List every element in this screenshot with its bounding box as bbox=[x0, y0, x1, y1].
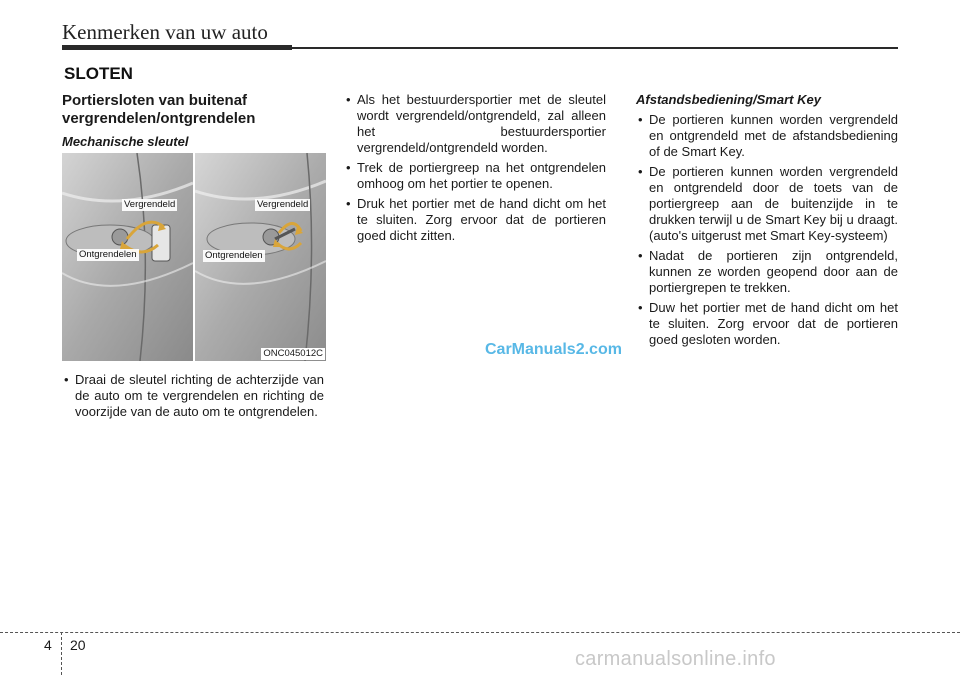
column-right bbox=[636, 92, 898, 352]
column-middle bbox=[344, 92, 606, 248]
label-locked-left: Vergrendeld bbox=[124, 199, 176, 210]
door-handle-photo-right bbox=[195, 153, 326, 361]
list-item: • Duw het portier met de hand dicht om het te sluiten. Zorg ervoor dat de portieren goed gesloten worden. bbox=[636, 300, 898, 348]
door-lock-illustration bbox=[62, 153, 326, 361]
header-rule bbox=[292, 47, 898, 49]
column-left bbox=[62, 92, 324, 160]
topic-subheading: Mechanische sleutel bbox=[62, 134, 189, 149]
list-item: • De portieren kunnen worden vergrendeld en ontgrendeld met de afstandsbediening of de Smart Key. bbox=[636, 112, 898, 160]
list-item: • Nadat de portieren zijn ontgrendeld, kunnen ze worden geopend door aan de portiergrepen te trekken. bbox=[636, 248, 898, 296]
footer-divider bbox=[0, 632, 960, 633]
figure-code: ONC045012C bbox=[263, 348, 323, 359]
label-unlock-right: Ontgrendelen bbox=[205, 250, 263, 261]
header-bar bbox=[62, 45, 292, 50]
section-title: SLOTEN bbox=[64, 64, 133, 83]
column-left-bullets bbox=[62, 372, 324, 424]
door-handle-photo-left bbox=[62, 153, 193, 361]
list-item: • De portieren kunnen worden vergrendeld en ontgrendeld door de toets van de portiergreep aan de buitenzijde in te drukken terwijl u de Smart Key bij u draagt. (auto's uitgerust met Smart Key-systeem) bbox=[636, 164, 898, 244]
list-item: • Trek de portiergreep na het ontgrendelen omhoog om het portier te openen. bbox=[344, 160, 606, 192]
remote-subheading: Afstandsbediening/Smart Key bbox=[636, 92, 821, 107]
footer-site-watermark: carmanualsonline.info bbox=[575, 648, 776, 670]
footer-separator bbox=[61, 632, 62, 675]
list-item: • Druk het portier met de hand dicht om het te sluiten. Zorg ervoor dat de portieren goed dicht zitten. bbox=[344, 196, 606, 244]
watermark: CarManuals2.com bbox=[485, 341, 622, 358]
list-item: • Als het bestuurdersportier met de sleutel wordt vergrendeld/ontgrendeld, zal alleen het bestuurdersportier vergrendeld/ontgrendeld worden. bbox=[344, 92, 606, 156]
chapter-number: 4 bbox=[44, 637, 52, 653]
list-item: • Draai de sleutel richting de achterzijde van de auto om te vergrendelen en richting de voorzijde van de auto om te ontgrendelen. bbox=[62, 372, 324, 420]
page-number: 20 bbox=[70, 637, 86, 653]
topic-heading: Portiersloten van buitenaf vergrendelen/ontgrendelen bbox=[62, 92, 256, 127]
label-unlock-left: Ontgrendelen bbox=[79, 249, 137, 260]
label-locked-right: Vergrendeld bbox=[257, 199, 309, 210]
header-title: Kenmerken van uw auto bbox=[62, 20, 268, 44]
